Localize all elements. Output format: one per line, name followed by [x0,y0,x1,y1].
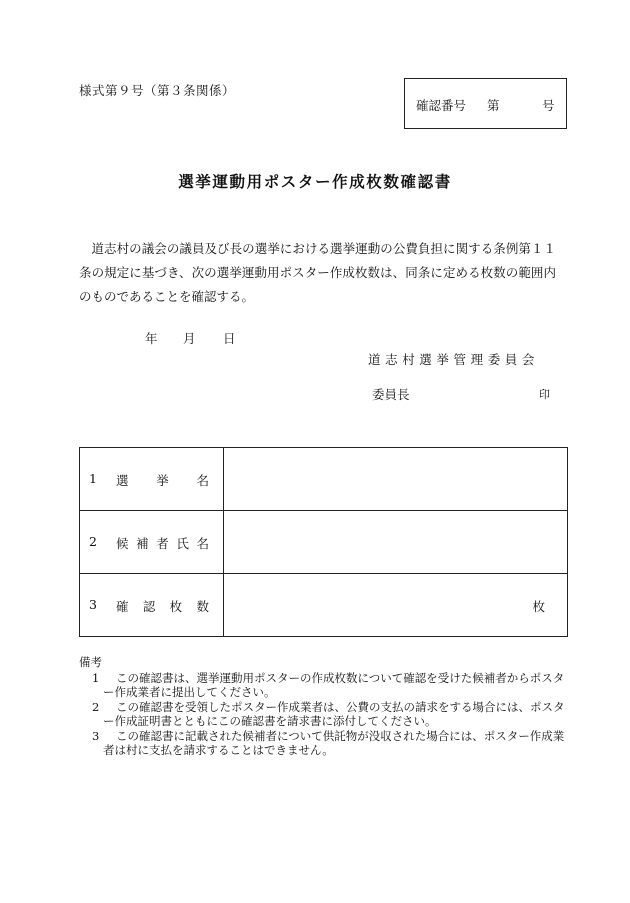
document-title: 選挙運動用ポスター作成枚数確認書 [178,172,452,191]
note-number: 3 [92,729,100,743]
chair-label: 委員長 [372,387,410,402]
committee-name: 道志村選挙管理委員会 [368,352,540,367]
row-label: 確認枚数 [116,599,209,614]
row-label: 候補者氏名 [116,536,209,551]
candidate-name-field[interactable] [224,511,568,574]
table-row [80,511,568,574]
row-number: 1 [89,471,97,486]
confirmation-number-box [404,78,567,129]
note-item [79,700,569,728]
form-number: 様式第９号（第３条関係） [79,83,236,98]
candidate-name-label-cell [80,511,224,574]
notes-section [79,655,569,758]
info-table [79,447,568,637]
date-day: 日 [223,331,236,346]
note-text: この確認書は、選挙運動用ポスターの作成枚数について確認を受けた候補者からポスター作成業者に提出してください。 [103,671,565,699]
row-label: 選挙名 [116,473,209,488]
confirmation-number-dai: 第 [487,98,500,113]
note-number: 1 [92,671,100,685]
date-year: 年 [145,331,158,346]
body-text: 道志村の議会の議員及び長の選挙における選挙運動の公費負担に関する条例第１１条の規定に基づき、次の選挙運動用ポスター作成枚数は、同条に定める枚数の範囲内のものであることを確認する。 [79,241,556,304]
election-name-label-cell [80,448,224,511]
table-row [80,448,568,511]
election-name-field[interactable] [224,448,568,511]
note-item [79,729,569,757]
confirmation-number-label: 確認番号 [416,98,467,113]
note-number: 2 [92,700,100,714]
count-unit: 枚 [532,599,545,614]
note-item [79,671,569,699]
row-number: 3 [89,597,97,612]
seal-mark: 印 [539,388,550,401]
confirmed-count-label-cell [80,574,224,637]
confirmation-number-go: 号 [542,98,555,113]
note-text: この確認書を受領したポスター作成業者は、公費の支払の請求をする場合には、ポスター作成証明書とともにこの確認書を請求書に添付してください。 [103,700,565,728]
row-number: 2 [89,534,97,549]
confirmed-count-field[interactable] [224,574,568,637]
note-text: この確認書に記載された候補者について供託物が没収された場合には、ポスター作成業者は村に支払を請求することはできません。 [103,729,565,757]
table-row [80,574,568,637]
date-month: 月 [183,331,196,346]
notes-heading: 備考 [79,655,102,669]
